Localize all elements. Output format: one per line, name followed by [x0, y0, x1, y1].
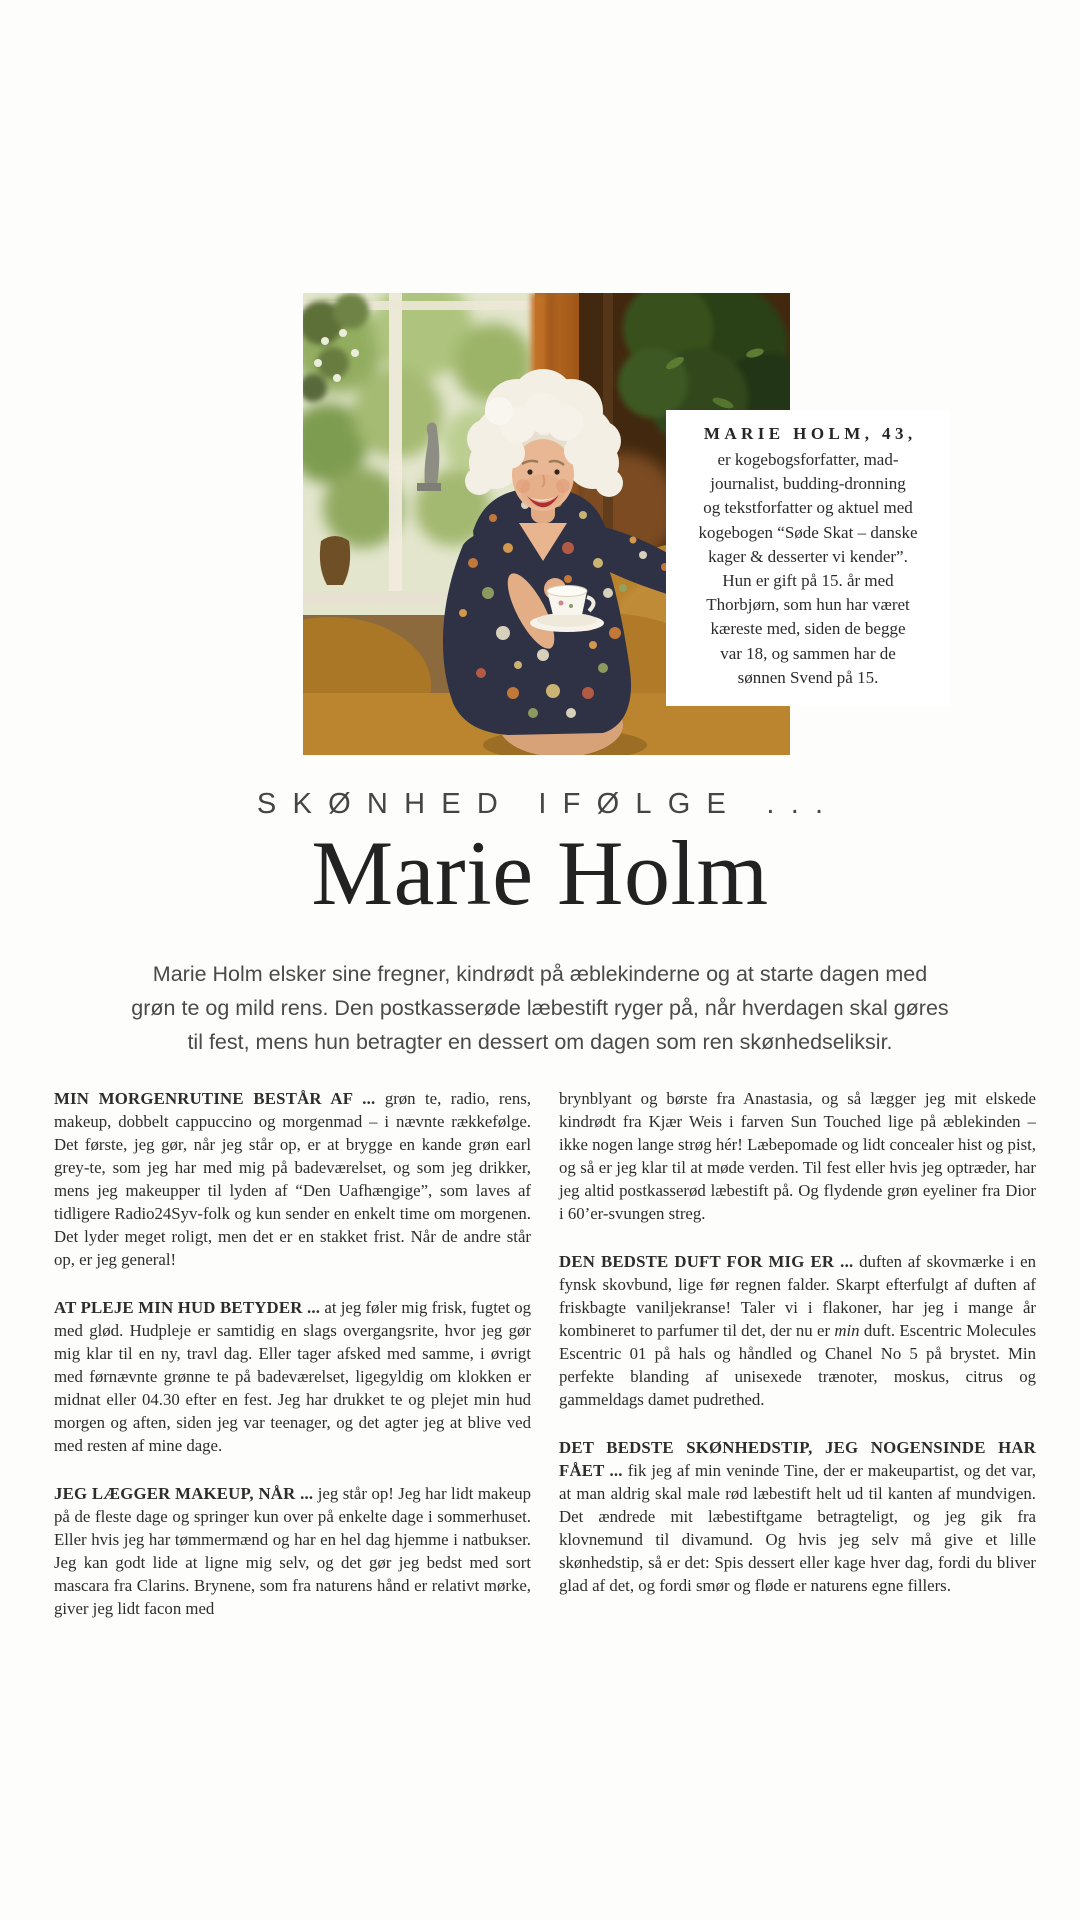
- caption-text: er kogebogsforfatter, mad- journalist, budding-dronning og tekstforfatter og aktuel med kogebogen “Søde Skat – danske kager & desserter vi kender”. Hun er gift på 15. år med Thorbjørn, som hun har været kæreste med, siden de begge var 18, og sammen har de sønnen Svend på 15.: [698, 450, 918, 687]
- paragraph-lead: DEN BEDSTE DUFT FOR MIG ER ...: [559, 1252, 854, 1271]
- paragraph-lead: DET BEDSTE SKØNHEDSTIP, JEG NOGENSINDE HAR FÅET ...: [559, 1438, 1036, 1480]
- article-columns: [54, 1087, 1036, 1645]
- body-paragraph-makeup: [54, 1482, 531, 1620]
- body-paragraph-duft: [559, 1250, 1036, 1411]
- paragraph-text-italic: min: [834, 1321, 860, 1340]
- paragraph-text: at jeg føler mig frisk, fugtet og med glød. Hudpleje er samtidig en slags overgangsrite, hvor jeg gør mig klar til en ny, travl dag. Eller tager afsked med samme, i øvrigt med førnævnte grønne te på badeværelset, ligegyldig om klokken er midnat eller 04.30 efter en fest. Jeg har drukket te og plejet min hud morgen og aften, siden jeg var teenager, og det agter jeg at blive ved med resten af mine dage.: [54, 1298, 531, 1455]
- photo-caption-box: [666, 410, 950, 706]
- paragraph-text: fik jeg af min veninde Tine, der er makeupartist, og det var, at man aldrig skal male rød læbestift helt ud til kanten af mundvigen. Det ændrede mit læbestiftgame betragteligt, og jeg gik fra klovnemund til divamund. Og hvis jeg selv må give et lille skønhedstip, så er det: Spis dessert eller kage hver dag, fordi du bliver glad af det, og fordi smør og fløde er naturens egne fillers.: [559, 1461, 1036, 1595]
- caption-heading: MARIE HOLM, 43,: [703, 424, 917, 443]
- paragraph-text: jeg står op! Jeg har lidt makeup på de fleste dage og springer kun over på enkelte dage i sommerhuset. Eller hvis jeg har tømmermænd og har en hel dag hjemme i natbukser. Jeg kan godt lide at ligne mig selv, og det gør jeg bedst med sort mascara fra Clarins. Brynene, som fra naturens hånd er relativt mørke, giver jeg lidt facon med: [54, 1484, 531, 1618]
- body-paragraph-morgenrutine: [54, 1087, 531, 1271]
- intro-paragraph: Marie Holm elsker sine fregner, kindrødt på æblekinderne og at starte dagen med grøn te og mild rens. Den postkasserøde læbestift ryger på, når hverdagen skal gøres til fest, mens hun betragter en dessert om dagen som ren skønhedseliksir.: [131, 962, 949, 1054]
- paragraph-text: duft. Escentric Molecules Escentric 01 på hals og håndled og Chanel No 5 på brystet. Min perfekte blanding af unisexede trænoter, moskus, citrus og gammeldags damet pudrethed.: [559, 1321, 1036, 1409]
- paragraph-lead: AT PLEJE MIN HUD BETYDER ...: [54, 1298, 321, 1317]
- paragraph-text: duften af skovmærke i en fynsk skovbund, lige før regnen falder. Skarpt efterfulgt af duften af friskbagte vaniljekranse! Taler vi i flakoner, har jeg i mange år kombineret to parfumer til det, der nu er: [559, 1252, 1036, 1340]
- column-right: [559, 1087, 1036, 1645]
- page-title: Marie Holm: [311, 822, 769, 924]
- section-kicker: SKØNHED IFØLGE ...: [256, 788, 840, 820]
- paragraph-lead: JEG LÆGGER MAKEUP, NÅR ...: [54, 1484, 314, 1503]
- body-paragraph-makeup-continued: [559, 1087, 1036, 1225]
- body-paragraph-skoenhedstip: [559, 1436, 1036, 1597]
- paragraph-lead: MIN MORGENRUTINE BESTÅR AF ...: [54, 1089, 376, 1108]
- paragraph-text: grøn te, radio, rens, makeup, dobbelt cappuccino og morgenmad – i nævnte rækkefølge. Det første, jeg gør, når jeg står op, er at brygge en kande grøn earl grey-te, som jeg har med mig på badeværelset, og som jeg drikker, mens jeg makeupper til lyden af “Den Uafhængige”, som laves af tidligere Radio24Syv-folk og kun sender en enkelt time om morgenen. Det lyder meget roligt, men det er en stakket frist. Når de andre står op, er jeg general!: [54, 1089, 531, 1269]
- column-left: [54, 1087, 531, 1645]
- paragraph-text: brynblyant og børste fra Anastasia, og så lægger jeg mit elskede kindrødt fra Kjær Weis i farven Sun Touched lige på æblekinden – ikke nogen lange strøg hér! Læbepomade og lidt concealer hist og pist, og så er jeg klar til at møde verden. Til fest eller hvis jeg optræder, har jeg altid postkasserød læbestift på. Og flydende grøn eyeliner fra Dior i 60’er-svungen streg.: [559, 1089, 1036, 1223]
- body-paragraph-hudpleje: [54, 1296, 531, 1457]
